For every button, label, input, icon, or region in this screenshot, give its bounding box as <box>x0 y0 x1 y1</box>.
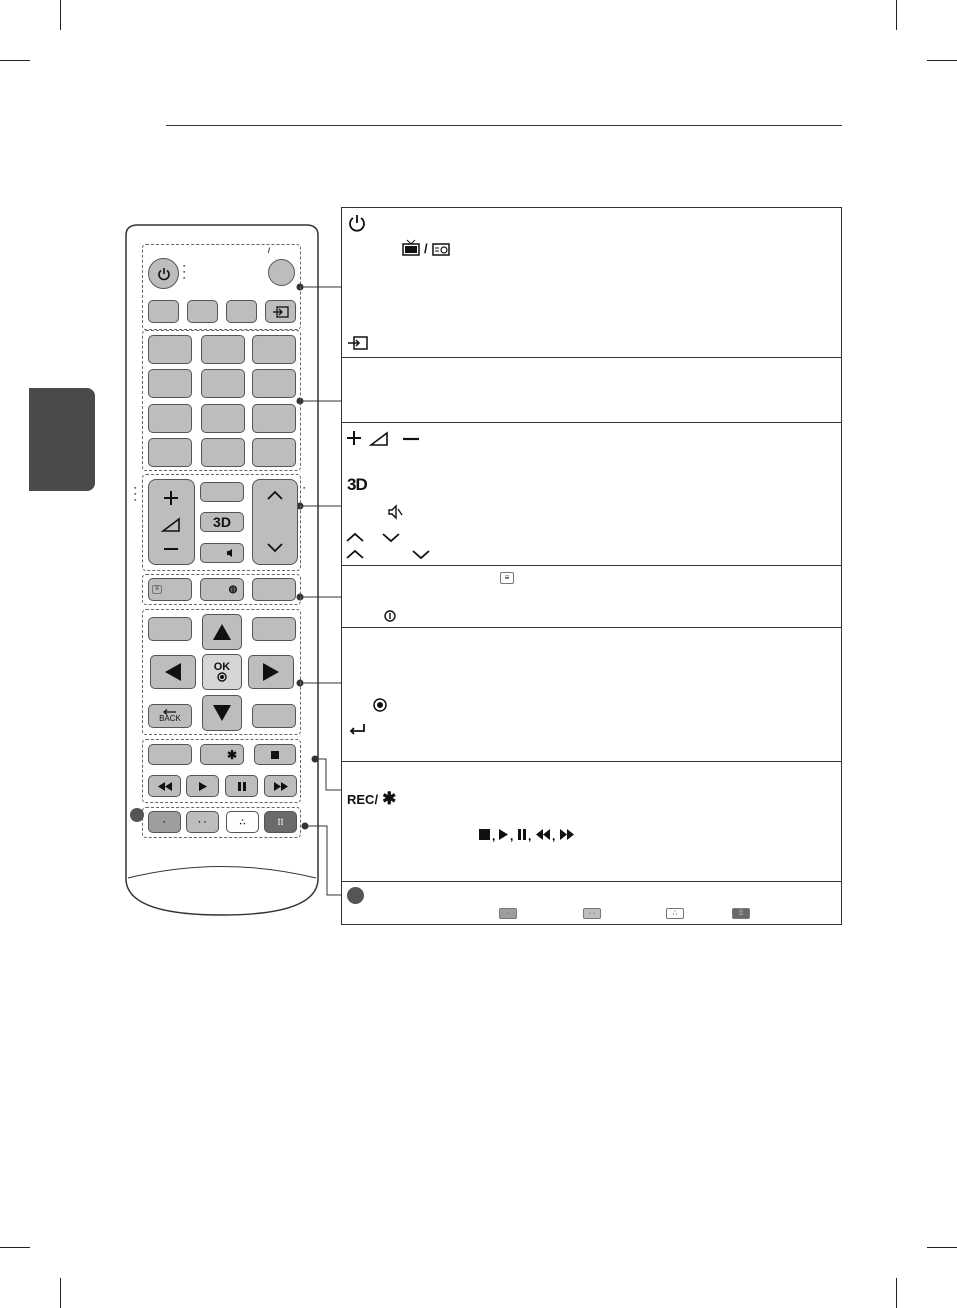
svg-text:,: , <box>510 829 514 843</box>
mute-button[interactable] <box>200 543 244 563</box>
star-icon: ✱ <box>226 747 238 762</box>
color-key-swatch: ⁞⁞ <box>732 908 750 919</box>
row-playback <box>342 762 841 882</box>
volume-symbols <box>347 429 427 447</box>
power-icon <box>157 267 171 281</box>
button-blank[interactable] <box>148 744 192 765</box>
row-volume <box>342 423 841 566</box>
color-keys-marker <box>130 808 144 822</box>
rec-text: REC/ <box>347 791 379 807</box>
transport-icons <box>479 828 589 842</box>
color-key-swatch: ∴ <box>666 908 684 919</box>
info-icon: ◍ <box>228 584 238 595</box>
color-keys-marker <box>347 887 364 904</box>
crop-mark <box>896 1278 897 1308</box>
power-icon <box>348 214 366 232</box>
text-button[interactable] <box>148 578 192 601</box>
fast-forward-button[interactable] <box>264 775 297 797</box>
number-key[interactable] <box>201 438 245 467</box>
number-key[interactable] <box>148 438 192 467</box>
info-button[interactable] <box>200 578 244 601</box>
power-button[interactable] <box>148 258 179 289</box>
radio-icon <box>432 240 450 256</box>
color-key-button[interactable]: ∴ <box>226 811 259 833</box>
crop-mark <box>60 1278 61 1308</box>
input-icon <box>348 336 368 350</box>
program-arrows-icon <box>347 531 437 571</box>
ok-button[interactable] <box>202 654 242 690</box>
svg-text:,: , <box>492 829 496 843</box>
rewind-button[interactable] <box>148 775 181 797</box>
description-table <box>341 207 842 925</box>
crop-mark <box>927 60 957 61</box>
row-text <box>342 566 841 628</box>
down-arrow-icon <box>213 705 231 721</box>
enter-icon <box>373 698 387 712</box>
fast-forward-icon <box>274 782 288 791</box>
tv-rad-label: / <box>268 248 270 255</box>
info-icon <box>384 610 396 622</box>
color-key-button[interactable]: ⁞⁞ <box>264 811 297 833</box>
svg-text:,: , <box>552 829 556 843</box>
rec-label <box>347 789 396 809</box>
pause-button[interactable] <box>225 775 258 797</box>
number-key[interactable] <box>252 335 296 364</box>
dot-label: ▪ <box>303 485 307 492</box>
row-color-keys <box>342 882 841 926</box>
enter-icon <box>217 672 227 682</box>
svg-text:,: , <box>528 829 532 843</box>
input-button[interactable] <box>265 300 296 323</box>
slash-label: / <box>424 240 428 256</box>
text-icon: ≡ <box>500 572 514 584</box>
ok-label: OK <box>213 661 231 673</box>
color-key-swatch: · · <box>583 908 601 919</box>
down-button[interactable] <box>202 695 242 731</box>
crop-mark <box>0 1247 30 1248</box>
3d-icon: 3D <box>213 514 231 530</box>
number-key[interactable] <box>148 335 192 364</box>
play-button[interactable] <box>186 775 219 797</box>
back-button[interactable] <box>148 704 192 728</box>
up-button[interactable] <box>202 614 242 650</box>
right-button[interactable] <box>248 655 294 689</box>
rewind-icon <box>158 782 172 791</box>
star-icon: ✱ <box>382 789 397 808</box>
input-icon <box>273 306 289 318</box>
mute-icon <box>226 548 236 558</box>
3d-icon: 3D <box>347 475 367 494</box>
color-key-button[interactable]: · · <box>186 811 219 833</box>
number-key[interactable] <box>252 438 296 467</box>
color-key-swatch: · <box>499 908 517 919</box>
rec-button[interactable] <box>200 744 244 765</box>
right-arrow-icon <box>263 663 279 681</box>
button-blank[interactable] <box>200 482 244 502</box>
tv-icon <box>402 240 420 256</box>
left-arrow-icon <box>165 663 181 681</box>
left-button[interactable] <box>150 655 196 689</box>
tv-rad-button[interactable] <box>268 259 295 286</box>
3d-button[interactable] <box>200 512 244 532</box>
up-arrow-icon <box>213 624 231 640</box>
pause-icon <box>238 782 246 791</box>
button-3[interactable] <box>226 300 257 323</box>
dot-label: ▪ ▪ ▪ <box>183 263 187 282</box>
back-label: BACK <box>159 714 181 723</box>
volume-icons <box>148 479 195 565</box>
row-navigation <box>342 628 841 762</box>
crop-mark <box>896 0 897 30</box>
tv-rad-symbol <box>402 240 450 256</box>
button-2[interactable] <box>187 300 218 323</box>
color-key-button[interactable]: · <box>148 811 181 833</box>
number-key[interactable] <box>148 369 192 398</box>
stop-icon <box>271 751 279 759</box>
stop-button[interactable] <box>254 744 296 765</box>
number-key[interactable] <box>201 404 245 433</box>
number-key[interactable] <box>148 404 192 433</box>
button-blank[interactable] <box>252 617 296 641</box>
text-icon: ≡ <box>152 585 162 594</box>
play-icon <box>199 782 207 791</box>
number-key[interactable] <box>252 404 296 433</box>
row-numbers <box>342 358 841 423</box>
button-blank[interactable] <box>252 704 296 728</box>
button-blank[interactable] <box>252 578 296 601</box>
row-power <box>342 208 841 358</box>
program-icons <box>252 479 298 565</box>
back-icon <box>348 722 366 734</box>
remote-control-illustration <box>0 0 340 930</box>
number-key[interactable] <box>201 369 245 398</box>
mute-icon <box>388 505 402 519</box>
button-1[interactable] <box>148 300 179 323</box>
number-key[interactable] <box>201 335 245 364</box>
dot-label: ▪ ▪ ▪ <box>134 485 138 504</box>
crop-mark <box>927 1247 957 1248</box>
button-blank[interactable] <box>148 617 192 641</box>
number-key[interactable] <box>252 369 296 398</box>
